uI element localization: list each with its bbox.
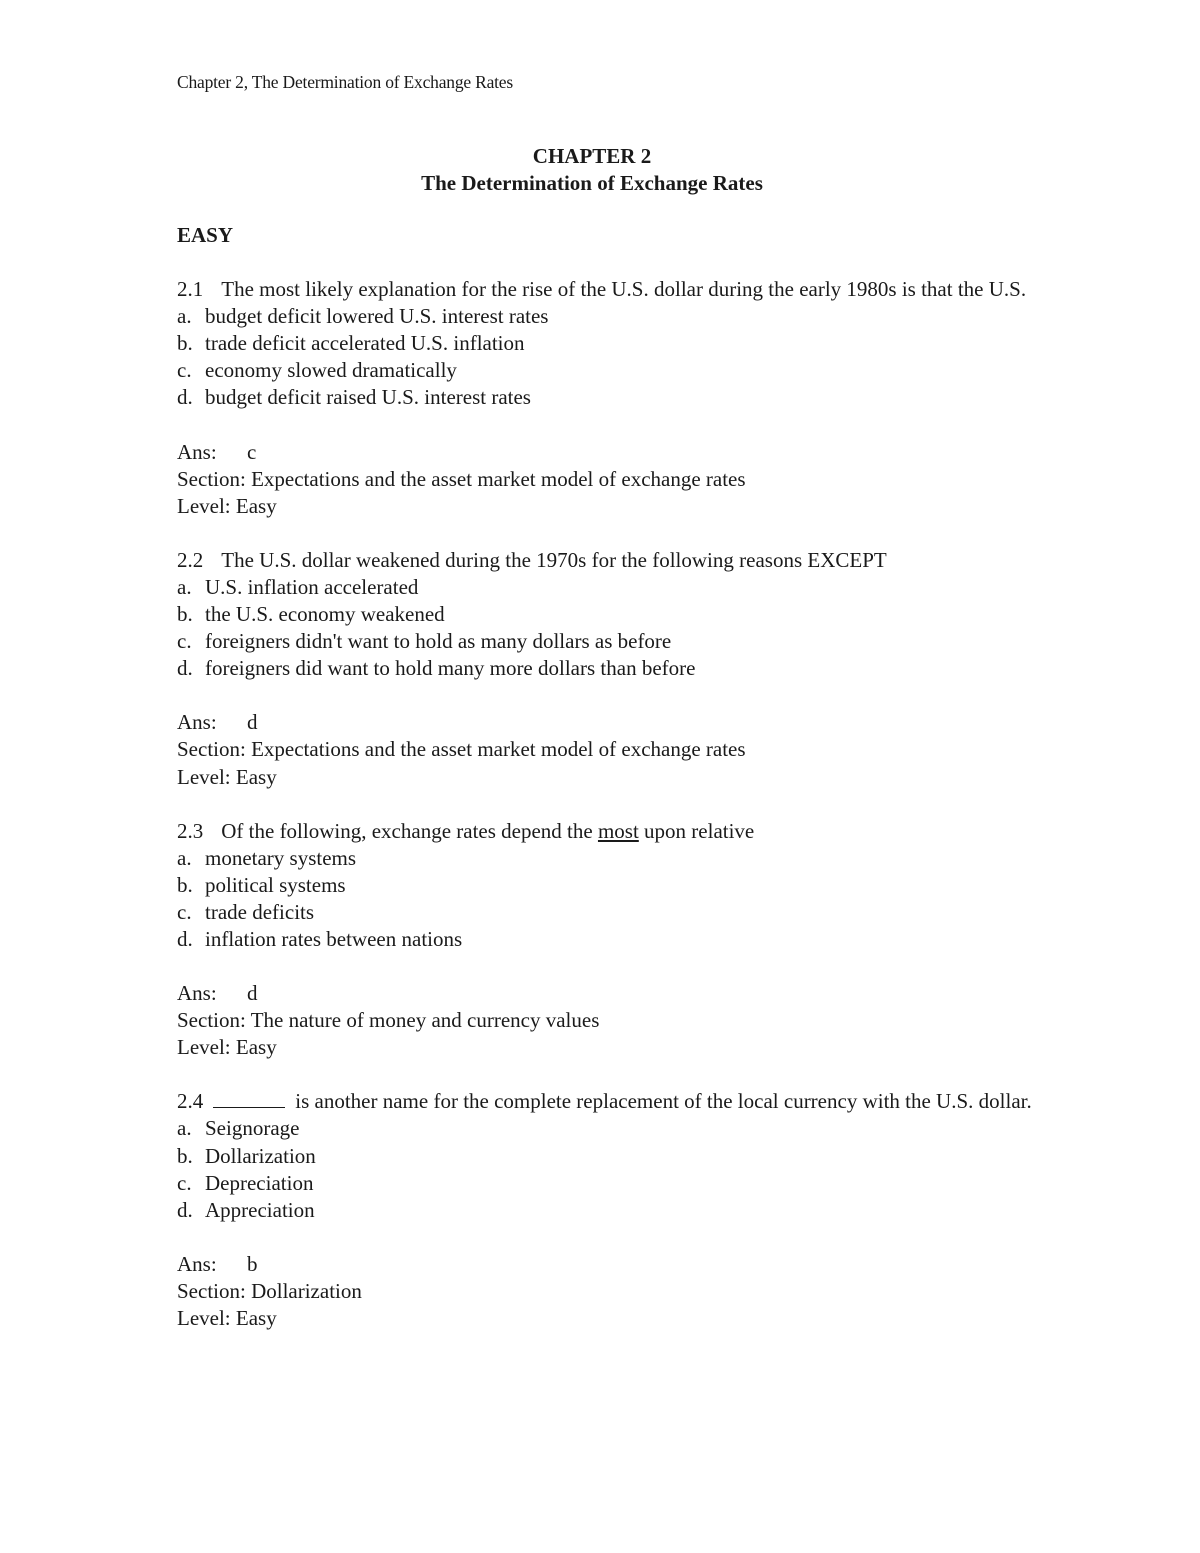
question-stem — [177, 547, 1037, 574]
answer-value: d — [247, 710, 258, 735]
option-text: trade deficits — [205, 899, 315, 924]
option-b — [177, 1143, 1037, 1170]
answer-label: Ans: — [177, 981, 217, 1006]
option-a — [177, 574, 1037, 601]
option-text: the U.S. economy weakened — [205, 602, 445, 627]
option-letter: c. — [177, 899, 192, 924]
option-d — [177, 1197, 1037, 1224]
option-letter: c. — [177, 358, 192, 383]
option-a — [177, 845, 1037, 872]
option-text: monetary systems — [205, 845, 357, 870]
answer-value: c — [247, 439, 257, 464]
option-c — [177, 1170, 1037, 1197]
answer-label: Ans: — [177, 439, 217, 464]
option-text: political systems — [205, 872, 346, 897]
answer-block — [177, 709, 1037, 790]
option-text: Depreciation — [205, 1170, 314, 1195]
question-text-emphasis: most — [597, 818, 639, 843]
question-number: 2.4 — [177, 1089, 204, 1114]
option-letter: d. — [177, 926, 193, 951]
question-number: 2.3 — [177, 818, 204, 843]
option-letter: b. — [177, 872, 193, 897]
question-number: 2.2 — [177, 547, 204, 572]
option-a — [177, 1115, 1037, 1142]
answer-line — [177, 439, 1037, 466]
option-text: budget deficit lowered U.S. interest rates — [205, 304, 549, 329]
question-stem — [177, 276, 1037, 303]
fill-in-blank — [213, 1089, 285, 1108]
option-a — [177, 303, 1037, 330]
question-text-after: upon relative — [638, 818, 755, 843]
answer-line — [177, 980, 1037, 1007]
option-c — [177, 628, 1037, 655]
chapter-title: The Determination of Exchange Rates — [421, 171, 763, 195]
question-text: is another name for the complete replacement of the local currency with the U.S. dollar. — [295, 1089, 1032, 1114]
option-text: U.S. inflation accelerated — [205, 574, 419, 599]
level-line: Level: Easy — [177, 1306, 277, 1330]
question-text: The most likely explanation for the rise of the U.S. dollar during the early 1980s is that the U.S. — [221, 277, 1027, 302]
question-2-4 — [177, 1088, 1037, 1332]
option-b — [177, 601, 1037, 628]
answer-block — [177, 439, 1037, 520]
option-text: Appreciation — [205, 1197, 315, 1222]
answer-label: Ans: — [177, 1251, 217, 1276]
question-stem — [177, 1088, 1037, 1115]
answer-value: d — [247, 981, 258, 1006]
option-text: Seignorage — [205, 1116, 300, 1141]
question-text: The U.S. dollar weakened during the 1970s for the following reasons EXCEPT — [221, 547, 887, 572]
answer-line — [177, 1251, 1037, 1278]
chapter-title-block — [0, 143, 1200, 197]
section-line: Section: The nature of money and currency values — [177, 1008, 600, 1033]
option-c — [177, 899, 1037, 926]
option-b — [177, 330, 1037, 357]
section-line: Section: Expectations and the asset market model of exchange rates — [177, 466, 746, 491]
answer-line — [177, 709, 1037, 736]
option-text: foreigners did want to hold many more dollars than before — [205, 656, 696, 681]
option-letter: a. — [177, 574, 192, 599]
question-2-3 — [177, 818, 1037, 1062]
option-text: trade deficit accelerated U.S. inflation — [205, 331, 525, 356]
answer-block — [177, 980, 1037, 1061]
question-2-1 — [177, 276, 1037, 520]
running-header: Chapter 2, The Determination of Exchange Rates — [177, 72, 513, 92]
section-line: Section: Expectations and the asset market model of exchange rates — [177, 737, 746, 762]
option-letter: d. — [177, 385, 193, 410]
question-number: 2.1 — [177, 277, 204, 302]
option-d — [177, 655, 1037, 682]
option-letter: c. — [177, 629, 192, 654]
answer-block — [177, 1251, 1037, 1332]
option-c — [177, 357, 1037, 384]
option-text: foreigners didn't want to hold as many dollars as before — [205, 629, 672, 654]
option-letter: b. — [177, 602, 193, 627]
chapter-number: CHAPTER 2 — [532, 144, 652, 168]
difficulty-heading: EASY — [177, 223, 234, 247]
option-text: economy slowed dramatically — [205, 358, 457, 383]
option-letter: a. — [177, 845, 192, 870]
option-b — [177, 872, 1037, 899]
level-line: Level: Easy — [177, 764, 277, 789]
option-letter: a. — [177, 1116, 192, 1141]
answer-label: Ans: — [177, 710, 217, 735]
option-d — [177, 926, 1037, 953]
option-letter: a. — [177, 304, 192, 329]
option-letter: c. — [177, 1170, 192, 1195]
option-letter: d. — [177, 656, 193, 681]
section-line: Section: Dollarization — [177, 1278, 362, 1303]
option-text: Dollarization — [205, 1143, 316, 1168]
level-line: Level: Easy — [177, 1035, 277, 1060]
question-text-before: Of the following, exchange rates depend the — [221, 818, 598, 843]
option-letter: d. — [177, 1197, 193, 1222]
level-line: Level: Easy — [177, 493, 277, 518]
option-text: budget deficit raised U.S. interest rates — [205, 385, 531, 410]
question-body — [177, 222, 1037, 1359]
option-text: inflation rates between nations — [205, 926, 463, 951]
question-2-2 — [177, 547, 1037, 791]
option-letter: b. — [177, 331, 193, 356]
question-stem — [177, 818, 1037, 845]
option-d — [177, 384, 1037, 411]
answer-value: b — [247, 1251, 258, 1276]
option-letter: b. — [177, 1143, 193, 1168]
